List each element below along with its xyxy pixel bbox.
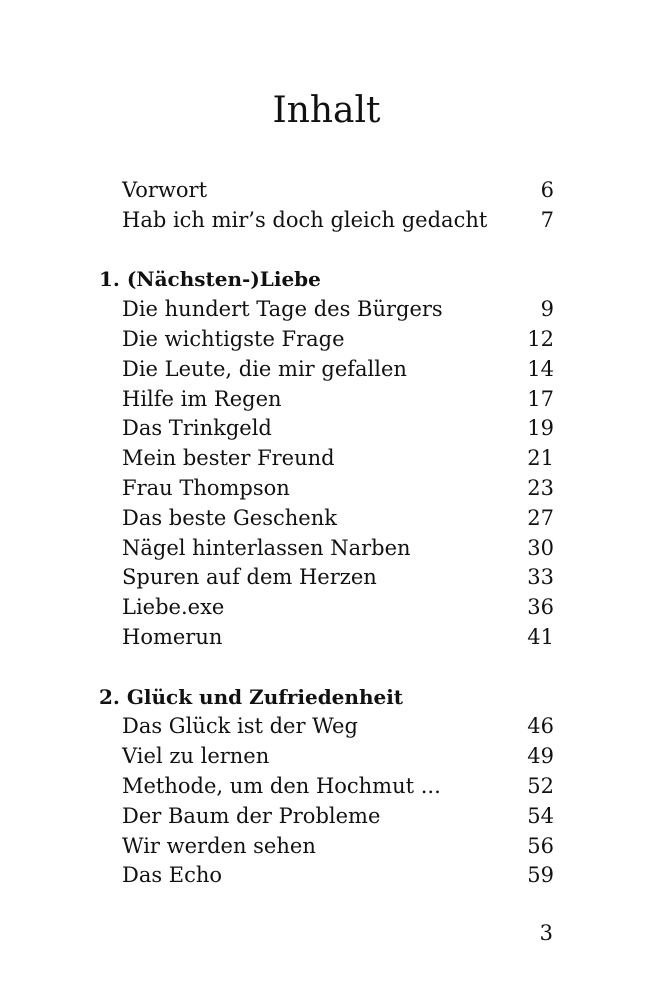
toc-entry[interactable] bbox=[99, 206, 554, 236]
toc-entry[interactable] bbox=[99, 355, 554, 385]
toc-entry-page: 6 bbox=[540, 178, 554, 202]
toc-entry[interactable] bbox=[99, 385, 554, 415]
toc-entry-page: 52 bbox=[527, 773, 554, 798]
toc-entry[interactable] bbox=[99, 832, 554, 862]
toc-entry-title: Vorwort bbox=[122, 178, 208, 202]
toc-entry-title: Das beste Geschenk bbox=[122, 505, 337, 530]
page-number: 3 bbox=[539, 921, 553, 945]
toc-entry-title: Das Echo bbox=[122, 863, 223, 888]
toc-entry-page: 56 bbox=[527, 833, 554, 858]
page-title: Inhalt bbox=[272, 90, 381, 131]
toc-entry-title: Die hundert Tage des Bürgers bbox=[122, 297, 443, 322]
toc-entry-title: Die wichtigste Frage bbox=[122, 326, 345, 351]
toc-entry[interactable] bbox=[99, 474, 554, 504]
toc-entry-title: Nägel hinterlassen Narben bbox=[122, 535, 411, 560]
toc-entry[interactable] bbox=[99, 742, 554, 772]
toc-entry-page: 19 bbox=[527, 416, 554, 441]
toc-entry-title: Homerun bbox=[122, 624, 223, 649]
toc-entry-title: Methode, um den Hochmut ... bbox=[122, 773, 441, 798]
toc-entry-page: 59 bbox=[527, 863, 554, 888]
toc-entry-title: Mein bester Freund bbox=[122, 446, 335, 471]
toc-entry[interactable] bbox=[99, 444, 554, 474]
toc-entry[interactable] bbox=[99, 414, 554, 444]
toc-entry-page: 54 bbox=[527, 803, 554, 828]
toc-entry[interactable] bbox=[99, 295, 554, 325]
toc-entry-page: 17 bbox=[527, 386, 554, 411]
section-heading: 1. (Nächsten-)Liebe bbox=[99, 267, 321, 292]
toc-entry-title: Wir werden sehen bbox=[122, 833, 316, 858]
table-of-contents bbox=[99, 176, 554, 891]
toc-entry[interactable] bbox=[99, 534, 554, 564]
toc-entry-page: 49 bbox=[527, 744, 554, 769]
toc-entry-page: 23 bbox=[527, 475, 554, 500]
toc-entry-title: Der Baum der Probleme bbox=[122, 803, 381, 828]
toc-entry-title: Das Glück ist der Weg bbox=[122, 714, 358, 739]
toc-entry[interactable] bbox=[99, 802, 554, 832]
toc-entry[interactable] bbox=[99, 325, 554, 355]
toc-entry-page: 41 bbox=[527, 624, 554, 649]
toc-entry-page: 36 bbox=[527, 595, 554, 620]
toc-entry[interactable] bbox=[99, 504, 554, 534]
toc-entry-page: 14 bbox=[527, 356, 554, 381]
toc-entry-title: Viel zu lernen bbox=[122, 744, 270, 769]
toc-entry-title: Frau Thompson bbox=[122, 475, 290, 500]
toc-entry[interactable] bbox=[99, 861, 554, 891]
toc-entry-title: Spuren auf dem Herzen bbox=[122, 565, 377, 590]
toc-entry-title: Die Leute, die mir gefallen bbox=[122, 356, 407, 381]
toc-entry-title: Liebe.exe bbox=[122, 595, 225, 620]
toc-entry-page: 7 bbox=[540, 207, 554, 232]
toc-entry-page: 27 bbox=[527, 505, 554, 530]
section-spacer bbox=[99, 236, 554, 266]
toc-entry-title: Das Trinkgeld bbox=[122, 416, 272, 441]
toc-entry[interactable] bbox=[99, 593, 554, 623]
section-spacer bbox=[99, 653, 554, 683]
section-heading: 2. Glück und Zufriedenheit bbox=[99, 684, 404, 709]
toc-entry-page: 12 bbox=[527, 326, 554, 351]
toc-entry-page: 9 bbox=[540, 297, 554, 322]
toc-entry-page: 46 bbox=[527, 714, 554, 739]
toc-entry[interactable] bbox=[99, 563, 554, 593]
toc-entry[interactable] bbox=[99, 176, 554, 206]
toc-entry[interactable] bbox=[99, 772, 554, 802]
toc-entry-page: 33 bbox=[527, 565, 554, 590]
toc-entry[interactable] bbox=[99, 623, 554, 653]
toc-entry-title: Hab ich mir’s doch gleich gedacht bbox=[122, 207, 488, 232]
toc-entry[interactable] bbox=[99, 712, 554, 742]
toc-entry-page: 30 bbox=[527, 535, 554, 560]
toc-entry-page: 21 bbox=[527, 446, 554, 471]
toc-entry-title: Hilfe im Regen bbox=[122, 386, 282, 411]
